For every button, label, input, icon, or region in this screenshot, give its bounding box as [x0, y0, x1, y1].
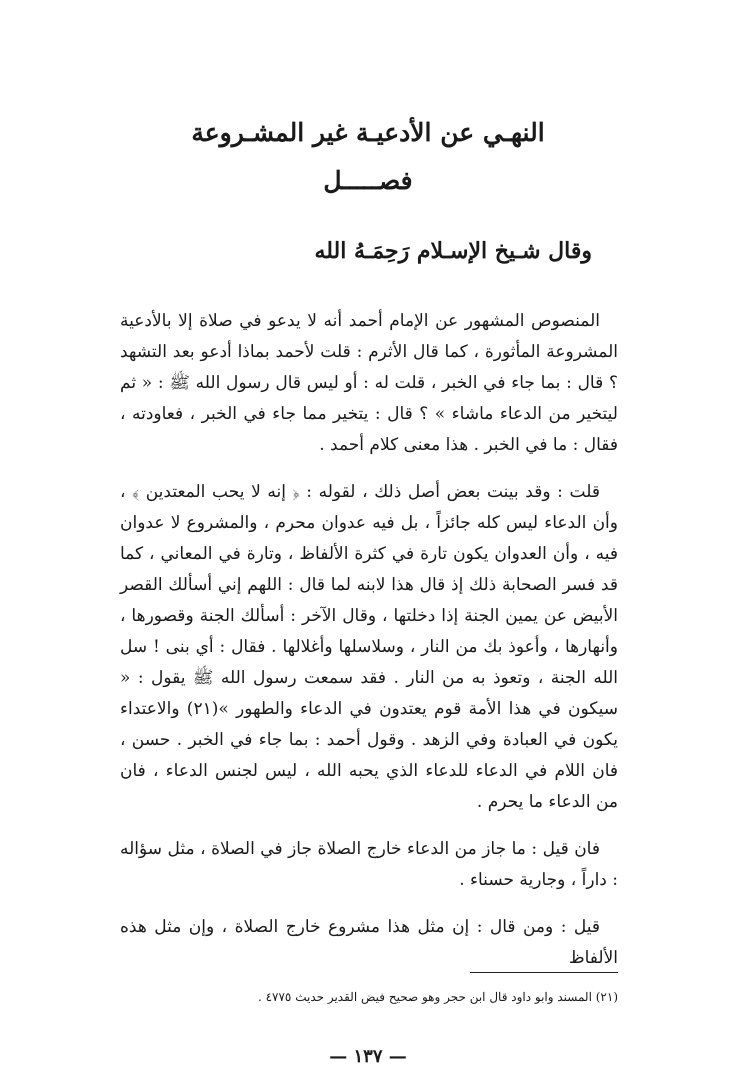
paragraph: المنصوص المشهور عن الإمام أحمد أنه لا يدعو في صلاة إلا بالأدعية المشروعة المأثورة ، كما قال الأثرم : قلت لأحمد بماذا أدعو بعد التشهد ؟ قال : بما جاء في الخبر ، قلت له : أو ليس قال رسول الله ﷺ : « ثم ليتخير من الدعاء ماشاء » ؟ قال : يتخير مما جاء في الخبر ، فعاودته ، فقال : ما في الخبر . هذا معنى كلام أحمد .: [120, 311, 618, 455]
author-line: وقال شـيخ الإسـلام رَحِمَـهُ الله: [314, 238, 592, 264]
footnote-divider: [470, 972, 618, 973]
paragraph: قلت : وقد بينت بعض أصل ذلك ، لقوله : ﴿ إنه لا يحب المعتدين ﴾ ، وأن الدعاء ليس كله جائزاً ، بل فيه عدوان محرم ، والمشروع لا عدوان فيه ، وأن العدوان يكون تارة في كثرة الألفاظ ، وتارة في المعاني ، كما قد فسر الصحابة ذلك إذ قال هذا لابنه لما قال : اللهم إني أسألك القصر الأبيض عن يمين الجنة إذا دخلتها ، وقال الآخر : أسألك الجنة وقصورها ، وأنهارها ، وأعوذ بك من النار ، وسلاسلها وأغلالها . فقال : أي بنى ! سل الله الجنة ، وتعوذ به من النار . فقد سمعت رسول الله ﷺ يقول : « سيكون في هذا الأمة قوم يعتدون في الدعاء والطهور »(٢١) والاعتداء يكون في العبادة وفي الزهد . وقول أحمد : بما جاء في الخبر . حسن ، فان اللام في الدعاء للدعاء الذي يحبه الله ، ليس لجنس الدعاء ، فان من الدعاء ما يحرم .: [120, 482, 619, 812]
footnote: (٢١) المسند وابو داود قال ابن حجر وهو صحيح فيض القدير حديث ٤٧٧٥ .: [257, 990, 618, 1004]
body-text: [120, 306, 618, 990]
chapter-title: النهـي عن الأدعيـة غير المشـروعة: [191, 118, 545, 147]
page-number: — ١٣٧ —: [329, 1046, 407, 1067]
paragraph: فان قيل : ما جاز من الدعاء خارج الصلاة جاز في الصلاة ، مثل سؤاله : داراً ، وجارية حسناء .: [120, 839, 618, 890]
paragraph: قيل : ومن قال : إن مثل هذا مشروع خارج الصلاة ، وإن مثل هذه الألفاظ: [120, 917, 618, 968]
section-heading: فصـــــل: [323, 166, 413, 195]
